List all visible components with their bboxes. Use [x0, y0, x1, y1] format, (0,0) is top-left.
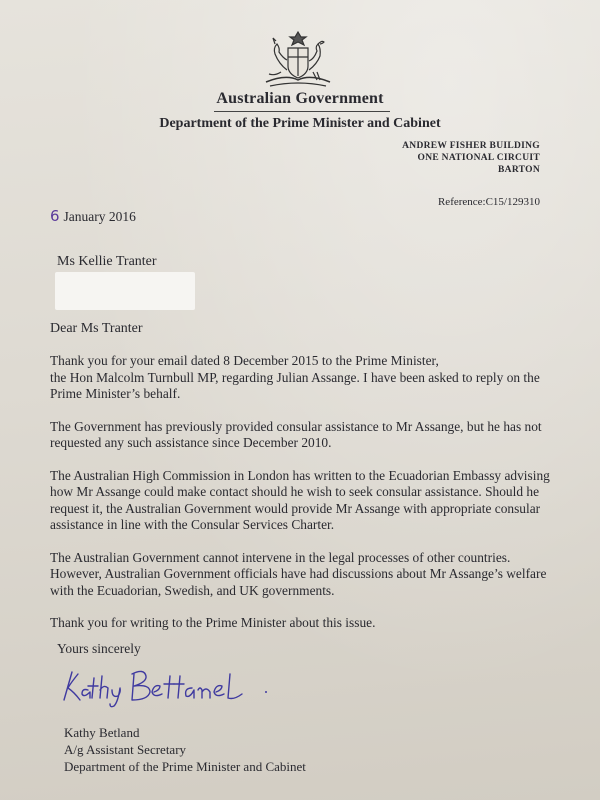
signature-block — [64, 724, 306, 775]
body-line: Thank you for your email dated 8 December 2015 to the Prime Minister, — [50, 353, 439, 368]
address-block — [402, 140, 540, 176]
signatory-title: A/g Assistant Secretary — [64, 742, 187, 757]
body-paragraph — [50, 550, 570, 600]
letterhead-divider — [214, 111, 390, 112]
reference-number: Reference:C15/129310 — [437, 196, 540, 208]
body-paragraph — [50, 353, 570, 403]
body-line: Thank you for writing to the Prime Minister about this issue. — [50, 615, 376, 630]
department-title: Department of the Prime Minister and Cabinet — [159, 116, 441, 131]
body-line: Prime Minister’s behalf. — [50, 386, 181, 401]
body-line: how Mr Assange could make contact should he wish to seek consular assistance. Should he — [50, 484, 540, 499]
body-line: request it, the Australian Government would provide Mr Assange with appropriate consular — [50, 500, 541, 516]
salutation: Dear Ms Tranter — [50, 321, 143, 336]
org-title: Australian Government — [216, 90, 384, 107]
recipient-name: Ms Kellie Tranter — [57, 254, 157, 269]
body-paragraph — [50, 419, 570, 452]
body-line: The Government has previously provided consular assistance to Mr Assange, but he has not — [50, 418, 542, 434]
body-line: assistance in line with the Consular Services Charter. — [50, 517, 335, 532]
address-line: ANDREW FISHER BUILDING — [402, 141, 540, 151]
letter-date — [50, 207, 136, 225]
signatory-name: Kathy Betland — [64, 725, 140, 740]
letter-body — [50, 353, 570, 648]
redacted-address — [55, 272, 195, 310]
signatory-department: Department of the Prime Minister and Cabinet — [64, 759, 306, 774]
date-month-year: January 2016 — [63, 209, 136, 224]
body-paragraph — [50, 468, 570, 534]
body-line: with the Ecuadorian, Swedish, and UK governments. — [50, 582, 335, 598]
body-line: The Australian High Commission in London has written to the Ecuadorian Embassy advising — [50, 467, 550, 483]
closing: Yours sincerely — [57, 641, 141, 656]
body-line: requested any such assistance since December 2010. — [50, 435, 332, 450]
body-line: The Australian Government cannot intervene in the legal processes of other countries. — [50, 549, 511, 565]
address-line: BARTON — [498, 165, 540, 175]
body-line: the Hon Malcolm Turnbull MP, regarding Julian Assange. I have been asked to reply on the — [50, 369, 540, 385]
handwritten-signature — [58, 662, 288, 710]
date-day-handwritten: 6 — [50, 207, 60, 225]
body-line: However, Australian Government officials have had discussions about Mr Assange’s welfare — [50, 566, 547, 581]
address-line: ONE NATIONAL CIRCUIT — [417, 153, 540, 163]
coat-of-arms-icon — [258, 28, 338, 90]
body-paragraph — [50, 615, 570, 632]
